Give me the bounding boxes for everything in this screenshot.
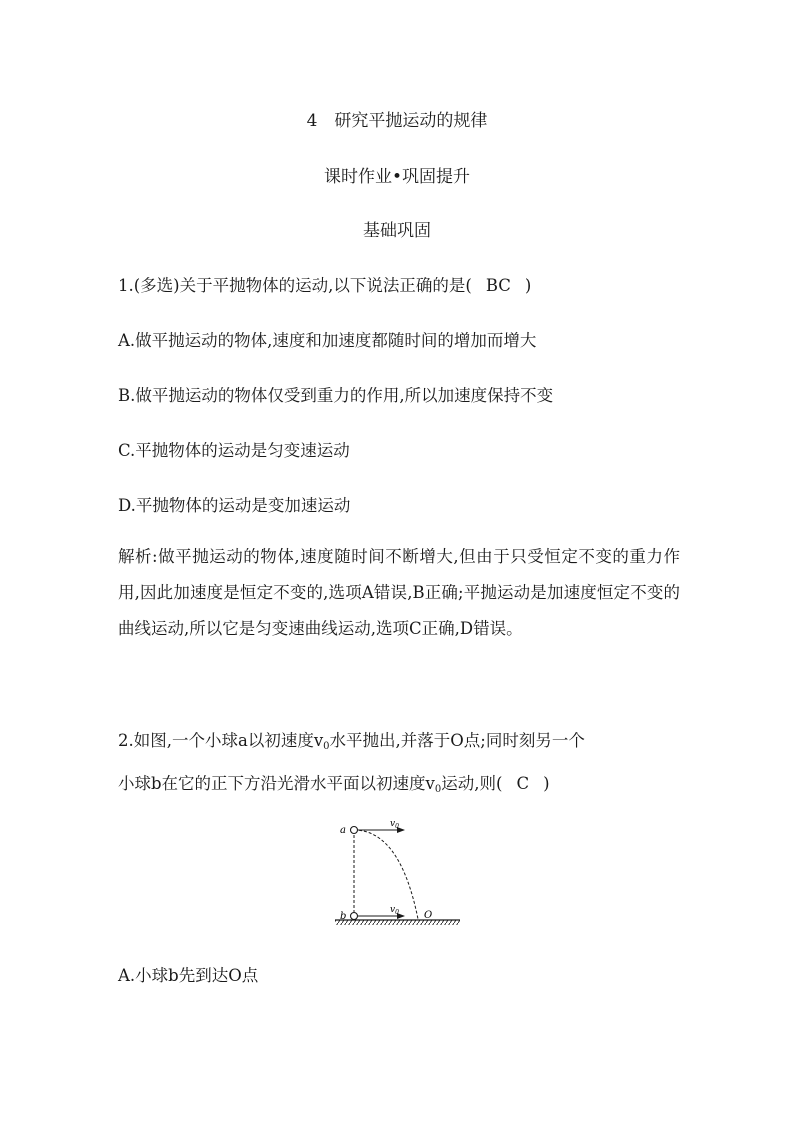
question-1-close: )	[524, 276, 532, 295]
trajectory-curve	[354, 830, 418, 919]
subscript-zero: 0	[323, 741, 330, 752]
question-2-close: )	[543, 774, 550, 793]
label-v0-top: $v_0$	[390, 819, 399, 830]
question-1-stem	[118, 272, 678, 296]
question-1-option-d: D.平抛物体的运动是变加速运动	[118, 496, 351, 515]
label-b: b	[340, 911, 347, 922]
ground-hatching	[335, 920, 460, 925]
homework-subtitle: 课时作业•巩固提升	[323, 167, 471, 187]
question-2-text-2b: 运动,则(	[441, 774, 503, 793]
question-2-line-1	[118, 727, 678, 752]
question-1-answer: BC	[485, 276, 511, 295]
question-2-option-a: A.小球b先到达O点	[118, 966, 259, 985]
projectile-diagram	[330, 815, 470, 930]
label-v0-bottom: $v_0$	[390, 905, 399, 916]
ball-a	[351, 827, 358, 834]
question-1-option-b: B.做平抛运动的物体仅受到重力的作用,所以加速度保持不变	[118, 386, 554, 405]
lesson-title: 4 研究平抛运动的规律	[306, 111, 488, 131]
section-heading: 基础巩固	[363, 221, 431, 241]
question-1-option-a: A.做平抛运动的物体,速度和加速度都随时间的增加而增大	[118, 331, 537, 350]
subscript-zero: 0	[434, 784, 442, 795]
label-a: a	[340, 825, 346, 836]
question-2-text-1a: 2.如图,一个小球a以初速度v	[118, 731, 324, 750]
question-2-answer: C	[516, 774, 530, 793]
question-2-text-2a: 小球b在它的正下方沿光滑水平面以初速度v	[118, 774, 435, 793]
label-o: O	[424, 910, 433, 921]
ball-b	[351, 913, 358, 920]
question-2-line-2	[118, 770, 678, 795]
question-1-analysis: 解析:做平抛运动的物体,速度随时间不断增大,但由于只受恒定不变的重力作用,因此加速度是恒定不变的,选项A错误,B正确;平抛运动是加速度恒定不变的曲线运动,所以它是匀变速曲线运动,选项C正确,D错误。	[118, 547, 680, 638]
question-1-text: 1.(多选)关于平抛物体的运动,以下说法正确的是(	[118, 276, 472, 295]
question-1-option-c: C.平抛物体的运动是匀变速运动	[118, 441, 350, 460]
question-2-text-1b: 水平抛出,并落于O点;同时刻另一个	[329, 731, 585, 750]
